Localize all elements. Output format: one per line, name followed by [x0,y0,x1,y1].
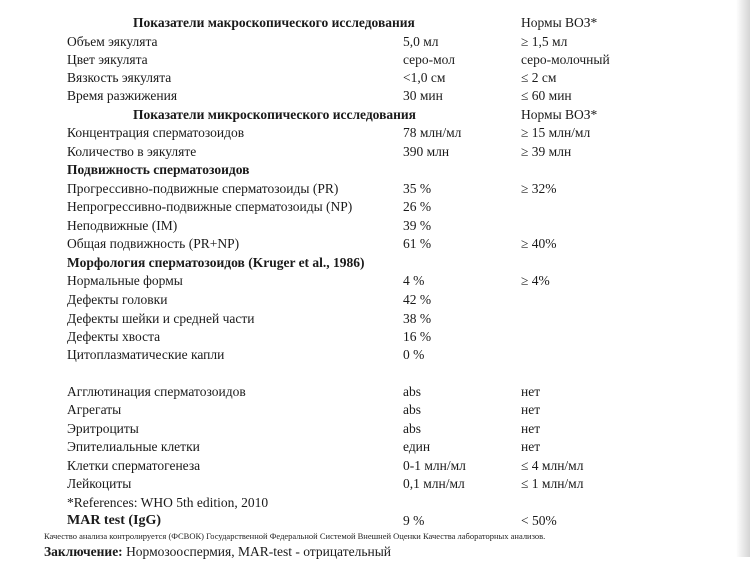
param-norm: ≥ 1,5 мл [521,34,568,49]
conclusion [44,543,391,561]
param-norm: ≥ 40% [521,236,557,251]
param-name: Дефекты хвоста [67,329,161,344]
param-name: Общая подвижность (PR+NP) [67,236,240,251]
mar-test-norm: < 50% [521,513,557,528]
param-value: 0,1 млн/мл [403,476,465,491]
param-norm: ≥ 39 млн [521,144,572,159]
param-value: 38 % [403,311,432,326]
param-value: abs [403,421,421,436]
param-norm: нет [521,439,541,454]
param-norm: ≤ 2 см [521,70,557,85]
param-norm: ≥ 4% [521,273,550,288]
param-value: 4 % [403,273,425,288]
param-name: Цитоплазматические капли [67,347,225,362]
mar-test-value: 9 % [403,513,425,528]
param-value: 35 % [403,181,432,196]
param-name: Дефекты шейки и средней части [67,311,255,326]
param-name: Время разжижения [67,88,178,103]
param-name: Агглютинация сперматозоидов [67,384,246,399]
param-value: 30 мин [403,88,443,103]
param-norm: нет [521,384,541,399]
param-name: Эпителиальные клетки [67,439,200,454]
micro-norms-header: Нормы ВОЗ* [521,107,598,122]
param-norm: ≤ 4 млн/мл [521,458,584,473]
param-norm: нет [521,421,541,436]
param-value: един [403,439,431,454]
conclusion-label: Заключение: [44,544,123,559]
morphology-header: Морфология сперматозоидов (Kruger et al., 1986) [67,255,365,270]
param-norm: ≥ 15 млн/мл [521,125,591,140]
param-value: abs [403,402,421,417]
param-name: Прогрессивно-подвижные сперматозоиды (PR) [67,181,339,196]
param-name: Агрегаты [67,402,122,417]
param-value: 0-1 млн/мл [403,458,466,473]
mar-test-name: MAR test (IgG) [67,513,162,528]
param-value: 26 % [403,199,432,214]
param-name: Неподвижные (IM) [67,218,178,233]
param-name: Концентрация сперматозоидов [67,125,245,140]
param-value: серо-мол [403,52,455,67]
param-name: Нормальные формы [67,273,183,288]
param-value: 42 % [403,292,432,307]
param-name: Непрогрессивно-подвижные сперматозоиды (NP) [67,199,353,214]
page-edge-shadow [736,0,750,557]
param-norm: ≥ 32% [521,181,557,196]
references-text: *References: WHO 5th edition, 2010 [67,495,269,510]
macro-norms-header: Нормы ВОЗ* [521,15,598,30]
param-name: Лейкоциты [67,476,132,491]
param-name: Дефекты головки [67,292,168,307]
param-value: <1,0 см [403,70,446,85]
param-name: Цвет эякулята [67,52,148,67]
param-name: Вязкость эякулята [67,70,172,85]
macro-header: Показатели макроскопического исследования [133,15,415,30]
quality-control-note: Качество анализа контролируется (ФСВОК) Государственной Федеральной Системой Внешней Оценки Качества лабораторных анализов. [44,531,546,541]
param-name: Количество в эякуляте [67,144,197,159]
conclusion-text: Нормозооспермия, MAR-test - отрицательный [122,544,391,559]
param-value: 0 % [403,347,425,362]
param-name: Объем эякулята [67,34,158,49]
param-norm: ≤ 1 млн/мл [521,476,584,491]
param-value: 39 % [403,218,432,233]
micro-header: Показатели микроскопического исследования [133,107,416,122]
param-name: Эритроциты [67,421,139,436]
param-value: 5,0 мл [403,34,439,49]
motility-header: Подвижность сперматозоидов [67,162,250,177]
param-value: 390 млн [403,144,450,159]
param-name: Клетки сперматогенеза [67,458,201,473]
param-value: 16 % [403,329,432,344]
param-value: 78 млн/мл [403,125,462,140]
param-norm: ≤ 60 мин [521,88,572,103]
param-norm: серо-молочный [521,52,610,67]
param-norm: нет [521,402,541,417]
param-value: abs [403,384,421,399]
param-value: 61 % [403,236,432,251]
